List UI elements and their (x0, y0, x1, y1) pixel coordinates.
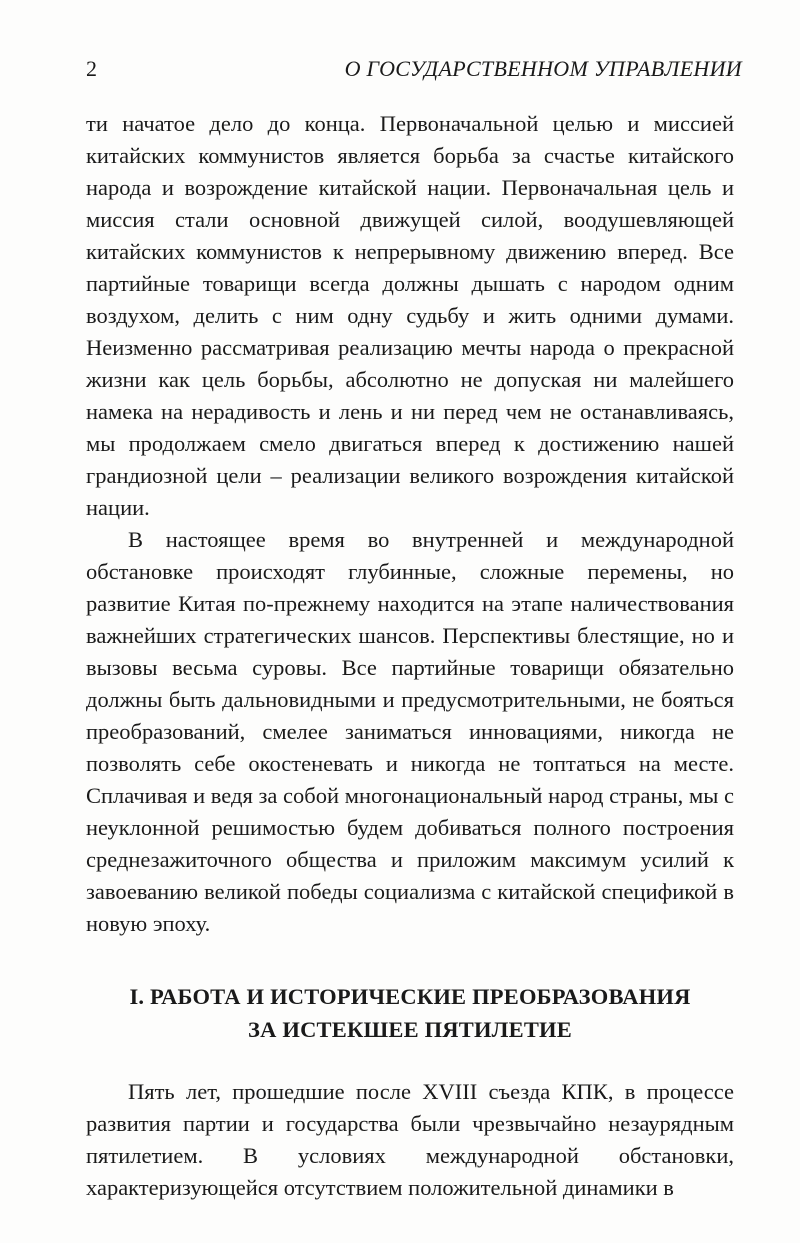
section-heading-line-2: ЗА ИСТЕКШЕЕ ПЯТИЛЕТИЕ (248, 1017, 572, 1042)
section-heading (86, 980, 734, 1046)
body-text (86, 108, 734, 1204)
running-title: О ГОСУДАРСТВЕННОМ УПРАВЛЕНИИ (344, 56, 742, 81)
section-heading-line-1: I. РАБОТА И ИСТОРИЧЕСКИЕ ПРЕОБРАЗОВАНИЯ (129, 984, 691, 1009)
paragraph-continued: ти начатое дело до конца. Первоначальной целью и миссией китайских коммунистов является борьба за счастье китайского народа и возрождение китайской нации. Первоначальная цель и миссия стали основной движущей силой, воодушевляющей китайских коммунистов к непрерывному движению вперед. Все партийные товарищи всегда должны дышать с народом одним воздухом, делить с ним одну судьбу и жить одними думами. Неизменно рассматривая реализацию мечты народа о прекрасной жизни как цель борьбы, абсолютно не допуская ни малейшего намека на нерадивость и лень и ни перед чем не останавливаясь, мы продолжаем смело двигаться вперед к достижению нашей грандиозной цели – реализации великого возрождения китайской нации. (86, 111, 734, 520)
paragraph: В настоящее время во внутренней и международной обстановке происходят глубинные, сложные перемены, но развитие Китая по-прежнему находится на этапе наличествования важнейших стратегических шансов. Перспективы блестящие, но и вызовы весьма суровы. Все партийные товарищи обязательно должны быть дальновидными и предусмотрительными, не бояться преобразований, смелее заниматься инновациями, никогда не позволять себе окостеневать и никогда не топтаться на месте. Сплачивая и ведя за собой многонациональный народ страны, мы с неуклонной решимостью будем добиваться полного построения среднезажиточного общества и приложим максимум усилий к завоеванию великой победы социализма с китайской спецификой в новую эпоху. (86, 527, 734, 936)
page-number: 2 (86, 56, 97, 81)
section-paragraph: Пять лет, прошедшие после XVIII съезда КПК, в процессе развития партии и государства были чрезвычайно незаурядным пятилетием. В условиях международной обстановки, характеризующейся отсутствием положительной динамики в (86, 1079, 734, 1200)
page-header (86, 52, 742, 86)
